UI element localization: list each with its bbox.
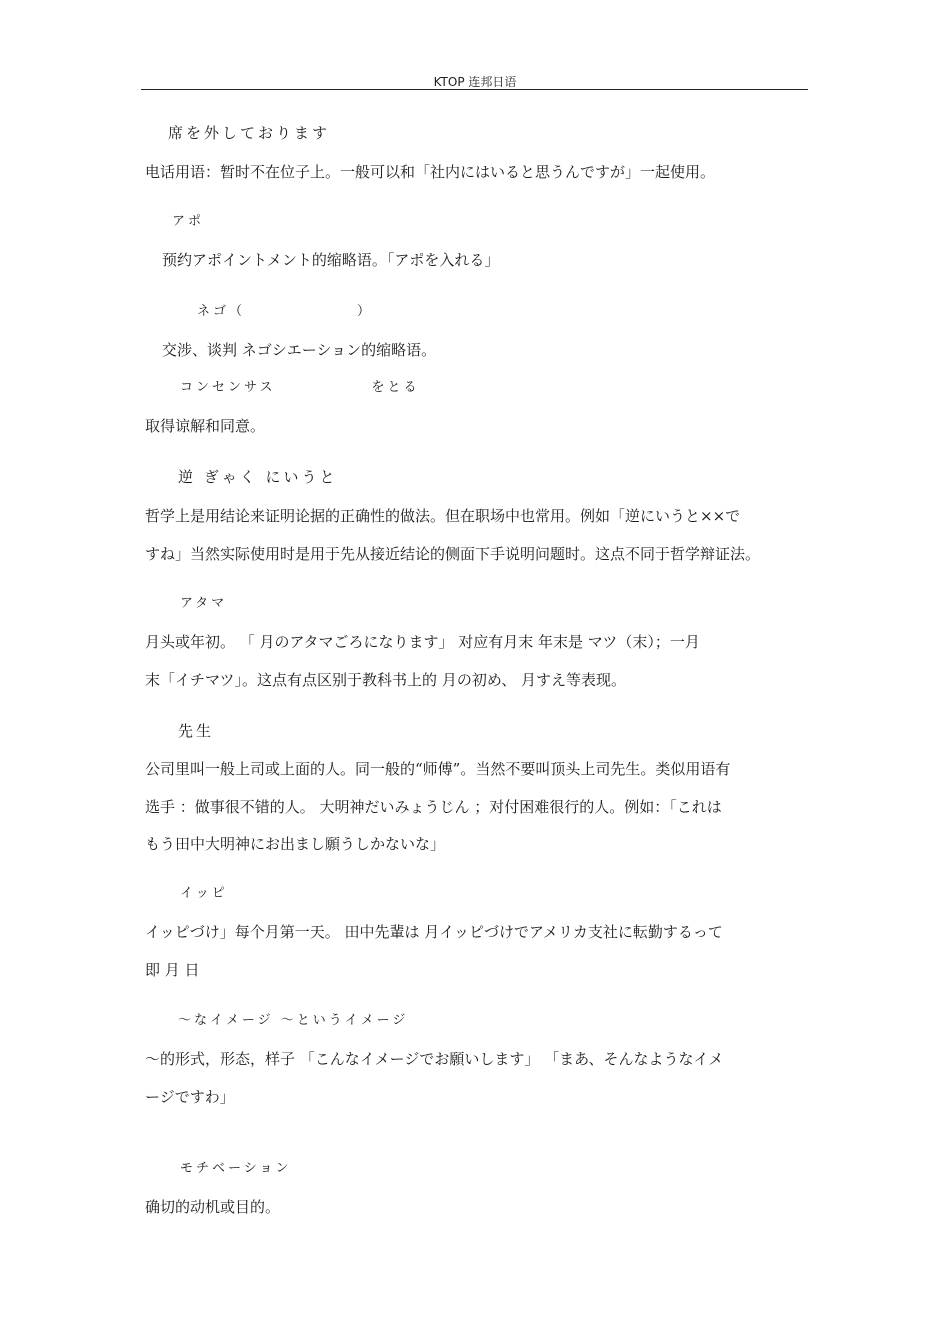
term-heading: 逆 ぎゃく にいうと xyxy=(178,468,338,486)
term-description: 即 月 日 xyxy=(145,961,200,979)
term-heading: ～なイメージ ～というイメージ xyxy=(178,1013,409,1028)
term-description: 电话用语：暂时不在位子上。一般可以和「社内にはいると思うんですが」一起使用。 xyxy=(145,163,716,181)
term-heading: アポ xyxy=(172,214,205,229)
term-description: イッピづけ」每个月第一天。 田中先輩は 月イッピづけでアメリカ支社に転勤するって xyxy=(145,923,723,941)
term-heading: イッピ xyxy=(180,886,228,901)
term-description: 末「イチマツ」。这点有点区别于教科书上的 月の初め、 月すえ等表现。 xyxy=(145,671,626,689)
term-heading: 先生 xyxy=(178,722,215,740)
term-heading: 席を外しております xyxy=(168,124,331,142)
term-description: ～的形式，形态，样子 「こんなイメージでお願いします」 「まあ、そんなようなイメ xyxy=(145,1050,724,1068)
term-description: 预约アポイントメント的缩略语。「アポを入れる」 xyxy=(162,251,500,269)
term-description: 哲学上是用结论来证明论据的正确性的做法。但在职场中也常用。例如「逆にいうと××で xyxy=(145,507,741,525)
term-description: もう田中大明神にお出まし願うしかないな」 xyxy=(145,835,446,853)
header-title: KTOP 连邦日语 xyxy=(433,75,517,89)
term-description: 选手 ：做事很不错的人。 大明神だいみょうじん ；对付困难很行的人。例如：「これは xyxy=(145,798,722,816)
header-divider xyxy=(141,89,808,90)
term-description: 确切的动机或目的。 xyxy=(145,1198,281,1216)
term-heading: ネゴ（ ） xyxy=(197,304,374,319)
term-description: 取得谅解和同意。 xyxy=(145,417,266,435)
term-description: 月头或年初。 「 月のアタマごろになります」 对应有月末 年末是 マツ（末）；一月 xyxy=(145,633,700,651)
term-heading: モチベーション xyxy=(180,1161,292,1176)
term-description: すね」当然实际使用时是用于先从接近结论的侧面下手说明问题时。这点不同于哲学辩证法。 xyxy=(145,545,761,563)
term-description: ージですわ」 xyxy=(145,1088,235,1106)
term-description: 交涉、谈判 ネゴシエーション的缩略语。 xyxy=(162,341,437,359)
term-heading: コンセンサス をとる xyxy=(180,380,420,395)
term-description: 公司里叫一般上司或上面的人。同一般的“师傅”。当然不要叫顶头上司先生。类似用语有 xyxy=(145,760,731,778)
term-heading: アタマ xyxy=(180,596,228,611)
